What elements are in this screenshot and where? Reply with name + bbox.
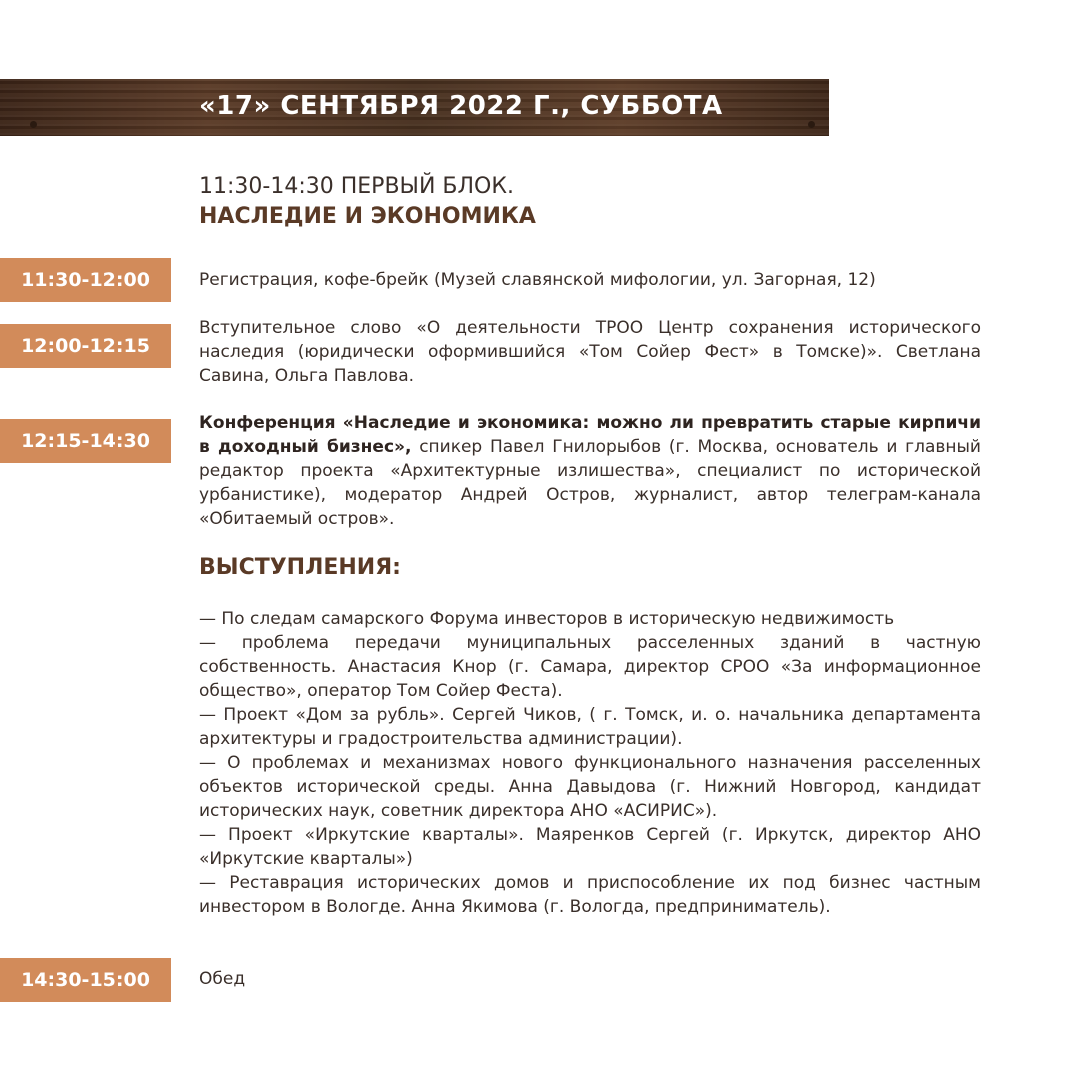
time-badge: 11:30-12:00 xyxy=(0,258,171,302)
conference-details: спикер Павел Гнилорыбов (г. Москва, основатель и главный редактор проекта «Архитектурные излишества», специалист по исторической урбанистике), модератор Андрей Остров, журналист, автор телеграм-канала «Обитаемый остров». xyxy=(199,437,981,529)
talks-title: ВЫСТУПЛЕНИЯ: xyxy=(199,555,401,580)
schedule-entry: Обед xyxy=(199,969,246,989)
time-badge: 14:30-15:00 xyxy=(0,958,171,1002)
conference-title: Конференция «Наследие и экономика: можно ли превратить старые кирпичи в доходный бизнес», xyxy=(199,413,981,457)
talk-item: — проблема передачи муниципальных расселенных зданий в частную собственность. Анастасия Кнор (г. Самара, директор СРОО «За информационное общество», оператор Том Сойер Феста). xyxy=(199,633,981,701)
talk-item: — Реставрация исторических домов и приспособление их под бизнес частным инвестором в Вологде. Анна Якимова (г. Вологда, предприниматель). xyxy=(199,873,981,917)
time-badge: 12:00-12:15 xyxy=(0,324,171,368)
block-heading xyxy=(199,172,536,232)
block-title: НАСЛЕДИЕ И ЭКОНОМИКА xyxy=(199,204,536,229)
nail-decoration xyxy=(30,121,37,128)
date-banner xyxy=(0,79,829,136)
block-time: 11:30-14:30 ПЕРВЫЙ БЛОК. xyxy=(199,174,514,199)
talks-list xyxy=(199,607,981,919)
schedule-entry: Регистрация, кофе-брейк (Музей славянской мифологии, ул. Загорная, 12) xyxy=(199,270,876,290)
schedule-entry: Вступительное слово «О деятельности ТРОО Центр сохранения исторического наследия (юридически оформившийся «Том Сойер Фест» в Томске)». Светлана Савина, Ольга Павлова. xyxy=(199,318,981,386)
talk-item: — Проект «Дом за рубль». Сергей Чиков, ( г. Томск, и. о. начальника департамента архитектуры и градостроительства администрации). xyxy=(199,705,981,749)
nail-decoration xyxy=(808,121,815,128)
talk-item: — О проблемах и механизмах нового функционального назначения расселенных объектов исторической среды. Анна Давыдова (г. Нижний Новгород, кандидат исторических наук, советник директора АНО «АСИРИС»). xyxy=(199,753,981,821)
time-badge: 12:15-14:30 xyxy=(0,419,171,463)
talk-item: — Проект «Иркутские кварталы». Маяренков Сергей (г. Иркутск, директор АНО «Иркутские кварталы») xyxy=(199,825,981,869)
schedule-entry xyxy=(199,411,981,531)
date-title: «17» СЕНТЯБРЯ 2022 Г., СУББОТА xyxy=(199,91,723,121)
talk-item: — По следам самарского Форума инвесторов в историческую недвижимость xyxy=(199,609,895,629)
